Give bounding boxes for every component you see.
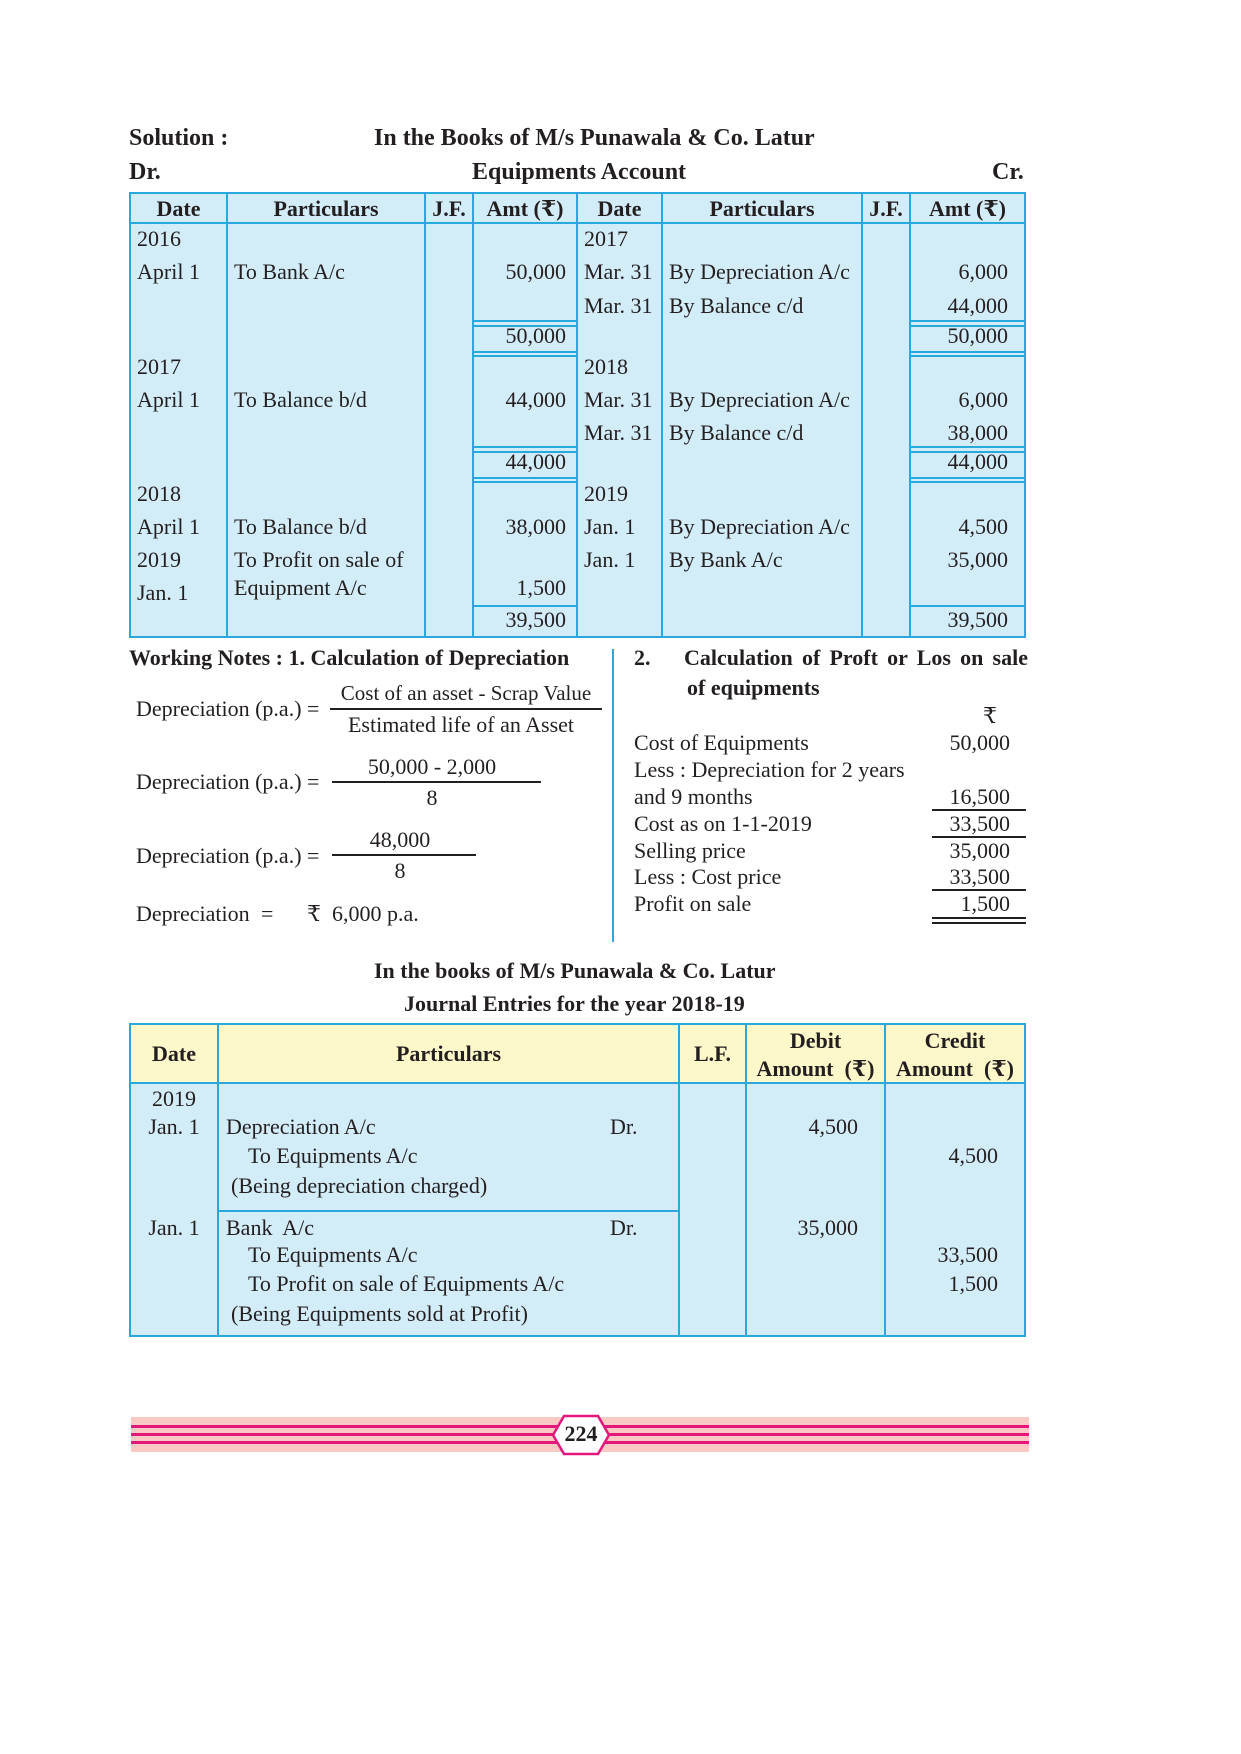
ledger-header-date: Date bbox=[156, 196, 201, 221]
ledger-date: Mar. 31 bbox=[584, 293, 653, 318]
formula-label: Depreciation (p.a.) = bbox=[136, 696, 320, 721]
calc-value: 35,000 bbox=[949, 838, 1010, 863]
ledger-header-amount: Amt (₹) bbox=[929, 196, 1006, 221]
journal-header-particulars: Particulars bbox=[395, 1041, 502, 1066]
ledger-header-particulars: Particulars bbox=[273, 196, 379, 221]
journal-header-debit-amount: Amount (₹) bbox=[756, 1056, 875, 1081]
ledger-header-jf: J.F. bbox=[432, 196, 466, 221]
solution-label: Solution : bbox=[129, 125, 229, 151]
ledger-particulars: By Balance c/d bbox=[669, 420, 804, 445]
formula-label: Depreciation (p.a.) = bbox=[136, 843, 320, 868]
journal-account: Depreciation A/c bbox=[226, 1114, 376, 1139]
calc-label: Less : Cost price bbox=[634, 864, 782, 889]
cr-label: Cr. bbox=[992, 159, 1024, 185]
calc-label: Profit on sale bbox=[634, 891, 752, 916]
ledger-total: 50,000 bbox=[947, 323, 1008, 348]
journal-account: To Equipments A/c bbox=[248, 1242, 418, 1267]
journal-header-date: Date bbox=[152, 1041, 196, 1066]
ledger-amount: 1,500 bbox=[516, 575, 566, 600]
ledger-date: Mar. 31 bbox=[584, 387, 653, 412]
journal-title: In the books of M/s Punawala & Co. Latur bbox=[374, 958, 776, 983]
formula-denominator: 8 bbox=[426, 785, 438, 810]
ledger-year: 2018 bbox=[137, 481, 181, 506]
journal-credit: 33,500 bbox=[937, 1242, 998, 1267]
ledger-year: 2019 bbox=[584, 481, 628, 506]
journal-subtitle: Journal Entries for the year 2018-19 bbox=[404, 991, 745, 1016]
ledger-amount: 4,500 bbox=[958, 514, 1008, 539]
ledger-particulars: By Depreciation A/c bbox=[669, 387, 850, 412]
ledger-total: 50,000 bbox=[505, 323, 566, 348]
ledger-date: 2019 bbox=[137, 547, 181, 572]
result-value: ₹ 6,000 p.a. bbox=[307, 901, 419, 926]
calc-value: 1,500 bbox=[960, 891, 1010, 916]
journal-debit: 4,500 bbox=[808, 1114, 858, 1139]
ledger-date: Jan. 1 bbox=[584, 514, 636, 539]
journal-credit: 4,500 bbox=[948, 1143, 998, 1168]
journal-header-lf: L.F. bbox=[693, 1041, 732, 1066]
formula-denominator: 8 bbox=[394, 858, 406, 883]
ledger-date: Mar. 31 bbox=[584, 420, 653, 445]
ledger-year: 2018 bbox=[584, 354, 628, 379]
account-title: Equipments Account bbox=[472, 159, 687, 185]
journal-credit: 1,500 bbox=[948, 1271, 998, 1296]
journal-narration: (Being depreciation charged) bbox=[231, 1173, 488, 1198]
ledger-date: April 1 bbox=[137, 259, 200, 284]
ledger-amount: 50,000 bbox=[505, 259, 566, 284]
journal-account: Bank A/c bbox=[226, 1215, 314, 1240]
ledger-total: 44,000 bbox=[505, 449, 566, 474]
calc-label: and 9 months bbox=[634, 784, 753, 809]
ledger-particulars: By Balance c/d bbox=[669, 293, 804, 318]
ledger-amount: 6,000 bbox=[958, 259, 1008, 284]
ledger-amount: 6,000 bbox=[958, 387, 1008, 412]
ledger-date: Jan. 1 bbox=[584, 547, 636, 572]
ledger-amount: 38,000 bbox=[505, 514, 566, 539]
ledger-particulars: To Bank A/c bbox=[234, 259, 345, 284]
profit-title-line2: of equipments bbox=[687, 675, 820, 700]
journal-header-credit-amount: Amount (₹) bbox=[896, 1056, 1014, 1081]
notes-divider bbox=[612, 649, 614, 942]
ledger-particulars: By Depreciation A/c bbox=[669, 259, 850, 284]
formula-label: Depreciation (p.a.) = bbox=[136, 769, 320, 794]
journal-date: Jan. 1 bbox=[148, 1215, 200, 1240]
journal-date: Jan. 1 bbox=[148, 1114, 200, 1139]
ledger-particulars: To Balance b/d bbox=[234, 387, 367, 412]
journal-dr-mark: Dr. bbox=[610, 1215, 638, 1240]
journal-dr-mark: Dr. bbox=[610, 1114, 638, 1139]
ledger-year: 2017 bbox=[137, 354, 181, 379]
dr-label: Dr. bbox=[129, 159, 161, 185]
ledger-particulars: Equipment A/c bbox=[234, 575, 367, 600]
journal-debit: 35,000 bbox=[797, 1215, 858, 1240]
profit-title-line1: Calculation of Proft or Los on sale bbox=[684, 645, 1028, 670]
ledger-date: Mar. 31 bbox=[584, 259, 653, 284]
working-notes-title: Working Notes : 1. Calculation of Depreciation bbox=[129, 645, 570, 670]
calc-value: 33,500 bbox=[949, 811, 1010, 836]
ledger-total: 39,500 bbox=[947, 607, 1008, 632]
ledger-total: 44,000 bbox=[947, 449, 1008, 474]
result-equals: = bbox=[261, 901, 274, 926]
calc-value: 33,500 bbox=[949, 864, 1010, 889]
journal-narration: (Being Equipments sold at Profit) bbox=[231, 1301, 528, 1326]
formula-numerator: 48,000 bbox=[369, 827, 431, 852]
ledger-amount: 35,000 bbox=[947, 547, 1008, 572]
journal-header-debit: Debit bbox=[789, 1028, 842, 1053]
journal-account: To Profit on sale of Equipments A/c bbox=[248, 1271, 565, 1296]
ledger-amount: 44,000 bbox=[947, 293, 1008, 318]
ledger-particulars: By Bank A/c bbox=[669, 547, 783, 572]
ledger-date: April 1 bbox=[137, 514, 200, 539]
ledger-date: April 1 bbox=[137, 387, 200, 412]
calc-value: 16,500 bbox=[949, 784, 1010, 809]
ledger-particulars: By Depreciation A/c bbox=[669, 514, 850, 539]
ledger-date: Jan. 1 bbox=[137, 580, 189, 605]
journal-header-credit: Credit bbox=[924, 1028, 986, 1053]
ledger-header-date: Date bbox=[597, 196, 642, 221]
ledger-particulars: To Profit on sale of bbox=[234, 547, 404, 572]
ledger-year: 2017 bbox=[584, 226, 628, 251]
formula-denominator: Estimated life of an Asset bbox=[347, 712, 575, 737]
note-number: 2. bbox=[634, 645, 651, 670]
ledger-header-amount: Amt (₹) bbox=[486, 196, 564, 221]
ledger-header-jf: J.F. bbox=[869, 196, 903, 221]
calc-label: Less : Depreciation for 2 years bbox=[634, 757, 905, 782]
result-label: Depreciation bbox=[136, 901, 250, 926]
formula-numerator: Cost of an asset - Scrap Value bbox=[340, 681, 592, 705]
ledger-header-particulars: Particulars bbox=[709, 196, 815, 221]
calc-label: Cost of Equipments bbox=[634, 730, 809, 755]
ledger-year: 2016 bbox=[137, 226, 181, 251]
journal-year: 2019 bbox=[152, 1086, 196, 1111]
page-number: 224 bbox=[564, 1421, 598, 1446]
journal-account: To Equipments A/c bbox=[248, 1143, 418, 1168]
books-title: In the Books of M/s Punawala & Co. Latur bbox=[374, 125, 815, 151]
rupee-icon: ₹ bbox=[983, 703, 997, 728]
ledger-amount: 44,000 bbox=[505, 387, 566, 412]
formula-numerator: 50,000 - 2,000 bbox=[367, 754, 497, 779]
ledger-particulars: To Balance b/d bbox=[234, 514, 367, 539]
calc-value: 50,000 bbox=[949, 730, 1010, 755]
ledger-amount: 38,000 bbox=[947, 420, 1008, 445]
ledger-total: 39,500 bbox=[505, 607, 566, 632]
calc-label: Cost as on 1-1-2019 bbox=[634, 811, 812, 836]
calc-label: Selling price bbox=[634, 838, 746, 863]
